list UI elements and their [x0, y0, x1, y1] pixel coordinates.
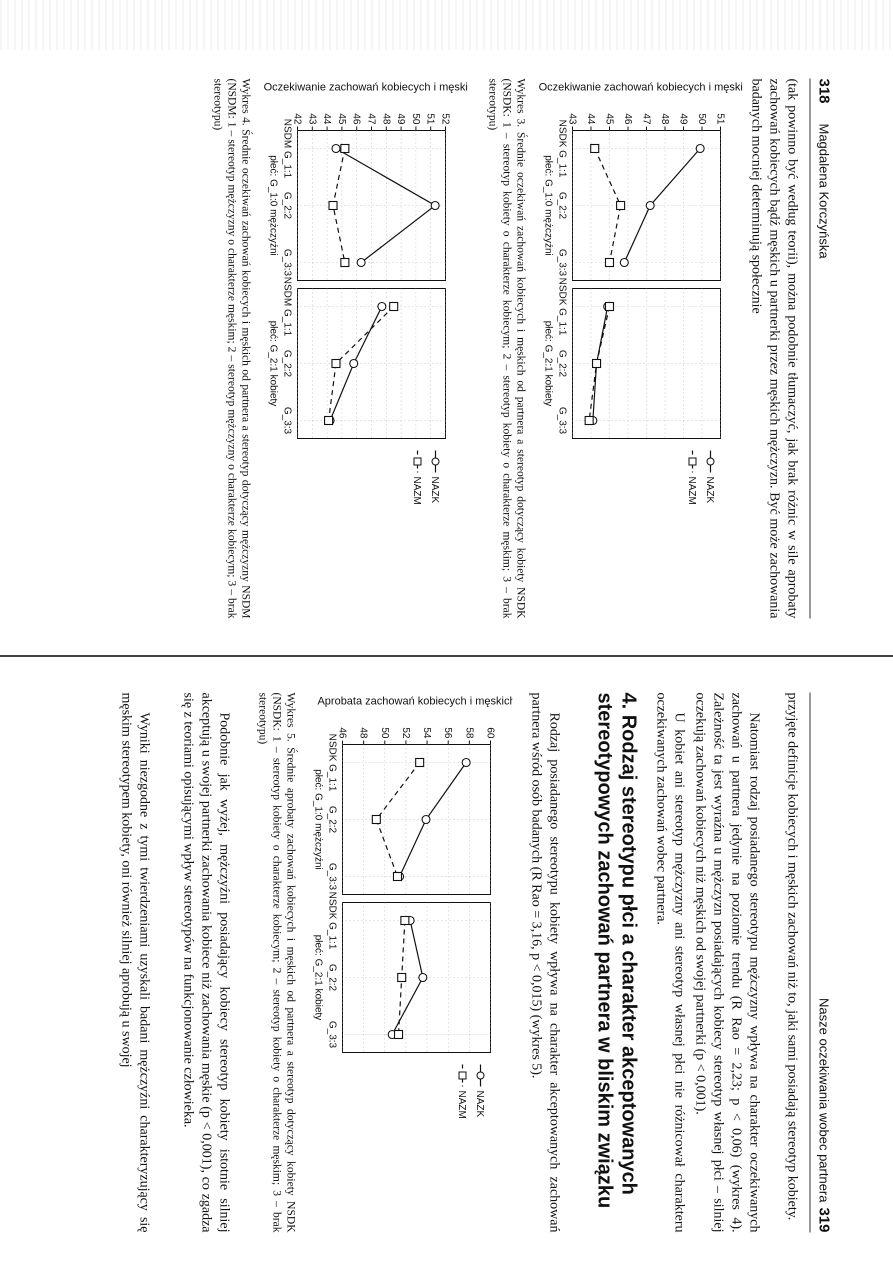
data-point-nazm — [401, 917, 409, 925]
y-tick-label: 50 — [696, 113, 707, 125]
data-point-nazm — [593, 360, 601, 368]
y-tick-label: 46 — [350, 113, 362, 125]
scan-noise — [0, 0, 893, 50]
data-point-nazk — [357, 259, 365, 267]
data-point-nazm — [332, 360, 340, 368]
y-tick-label: 52 — [439, 113, 451, 125]
legend-marker — [432, 458, 439, 465]
caption-wykres3: Wykres 3. Średnie oczekiwań zachowań kobiecych i męskich od partnera a stereotyp dotyczący kobiety NSDK (NSDK: 1 – stereotyp kobiety o charakterze kobiecym; 2 – stereotyp kobiety o charakterze męskim; 3 – brak stereotypu) — [486, 78, 527, 619]
x-tick-label: NSDK G_1:1 — [556, 119, 568, 178]
chart-4-svg — [258, 79, 468, 549]
legend-marker — [707, 458, 714, 465]
page-318-content — [0, 49, 893, 649]
caption-wykres5: Wykres 5. Średnie aprobaty zachowań kobiecych i męskich od partnera a stereotyp dotyczący kobiety NSDK (NSDK: 1 – stereotyp kobiety o charakterze kobiecym; 2 – stereotyp kobiety o charakterze męskim; 3 – brak stereotypu) — [256, 692, 297, 1233]
y-tick-label: 56 — [442, 727, 454, 739]
y-tick-label: 43 — [566, 113, 578, 125]
y-tick-label: 60 — [484, 727, 496, 739]
y-tick-label: 48 — [659, 113, 670, 125]
chart-wykres3 — [533, 79, 743, 549]
legend-label: NAZM — [686, 476, 697, 505]
y-tick-label: 43 — [306, 113, 318, 125]
x-tick-label: NSDM G_1:1 — [281, 276, 293, 337]
data-point-nazm — [416, 759, 424, 767]
data-point-nazm — [325, 417, 333, 425]
legend-label: NAZK — [474, 1090, 485, 1118]
section-title: 4. Rodzaj stereotypu płci a charakter akceptowanych stereotypowych zachowań partnera w bliskim związku — [593, 692, 640, 1209]
y-tick-label: 51 — [424, 113, 436, 125]
body-paragraph: Natomiast rodzaj posiadanego stereotypu mężczyzny wpływa na charakter oczekiwanych zachowań u partnera jedynie na poziomie trendu (R Rao = 2,23; p < 0,06) (wykres 4). Zależność ta jest wyraźna u mężczyzn posiadających kobiecy stereotyp własnej płci – silniej oczekują zachowań kobiecych niż męskich od swojej partnerki (p < 0,001). — [692, 692, 762, 1233]
panel-frame — [298, 131, 446, 281]
legend-marker — [459, 1072, 466, 1079]
y-tick-label: 47 — [365, 113, 377, 125]
x-tick-label: G_3:3 — [326, 862, 338, 891]
x-tick-label: NSDK G_1:1 — [326, 891, 338, 950]
panel-title: płeć: G_1:0 mężczyźni — [542, 155, 554, 256]
data-point-nazk — [646, 202, 654, 210]
page-header — [810, 693, 835, 1233]
data-point-nazk — [350, 360, 358, 368]
legend-marker — [414, 458, 421, 465]
data-point-nazm — [341, 145, 349, 153]
data-point-nazk — [462, 759, 470, 767]
page-number: 319 — [815, 1207, 833, 1233]
y-axis-label: Oczekiwanie zachowań kobiecych i męskich — [263, 81, 468, 94]
x-tick-label: NSDM G_1:1 — [281, 118, 293, 179]
data-point-nazm — [395, 1031, 403, 1039]
panel-frame — [343, 903, 491, 1053]
page-319 — [0, 662, 893, 1262]
y-tick-label: 48 — [357, 727, 369, 739]
y-tick-label: 47 — [640, 113, 652, 125]
data-point-nazk — [332, 145, 340, 153]
legend-label: NAZM — [411, 476, 422, 505]
body-paragraph: Podobnie jak wyżej, mężczyźni posiadający kobiecy stereotyp kobiety istotnie silniej akceptują u swojej partnerki zachowania kobiece niż zachowania męskie (p < 0,001), co zgadza się z teoriami opisującymi wpływ stereotypów na funkcjonowanie człowieka. — [180, 692, 232, 1233]
body-paragraph: (tak powinno być według teorii), można podobnie tłumaczyć, jak brak różnic w sile aprobaty zachowań kobiecych bądź męskich u partnerki przez męskich mężczyzn. Być może zachowania badanych mocniej determinują społecznie — [748, 78, 800, 619]
x-tick-label: G_2:2 — [556, 349, 568, 378]
y-tick-label: 50 — [409, 113, 421, 125]
data-point-nazm — [606, 303, 614, 311]
data-point-nazk — [422, 816, 430, 824]
data-point-nazm — [585, 417, 593, 425]
x-tick-label: G_3:3 — [326, 1020, 338, 1049]
legend-label: NAZK — [429, 476, 440, 504]
page-header — [810, 79, 835, 619]
body-paragraph: Rodzaj posiadanego stereotypu kobiety wpływa na charakter akceptowanych zachowań partnera wśród osób badanych (R Rao = 3,16, p < 0,015) (wykres 5). — [528, 692, 562, 1233]
legend-label: NAZK — [704, 476, 715, 504]
x-tick-label: G_3:3 — [556, 248, 568, 277]
chart-wykres4 — [258, 79, 468, 549]
data-point-nazm — [393, 873, 401, 881]
y-tick-label: 52 — [399, 727, 411, 739]
panel-title: płeć: G_2:1 kobiety — [267, 320, 279, 407]
y-tick-label: 51 — [714, 113, 726, 125]
data-point-nazk — [378, 303, 386, 311]
data-point-nazk — [431, 202, 439, 210]
page-319-content — [0, 663, 893, 1263]
panel-title: płeć: G_1:0 mężczyźni — [267, 155, 279, 256]
running-author: Magdalena Korczyńska — [816, 123, 832, 259]
panel-title: płeć: G_1:0 mężczyźni — [312, 769, 324, 870]
y-axis-label: Aprobata zachowań kobiecych i męskich — [317, 695, 513, 708]
spread-divider — [0, 655, 893, 657]
data-point-nazm — [372, 816, 380, 824]
y-tick-label: 45 — [335, 113, 347, 125]
data-point-nazm — [617, 202, 625, 210]
y-tick-label: 49 — [677, 113, 689, 125]
y-tick-label: 50 — [378, 727, 390, 739]
body-paragraph: przyjęte definicje kobiecych i męskich zachowań niż to, jaki sami posiadają stereotyp kobiety. — [784, 692, 800, 1221]
legend-marker — [689, 458, 696, 465]
panel-title: płeć: G_2:1 kobiety — [542, 320, 554, 407]
data-point-nazk — [696, 145, 704, 153]
data-point-nazk — [620, 259, 628, 267]
x-tick-label: G_2:2 — [281, 191, 293, 220]
y-tick-label: 54 — [421, 727, 433, 739]
y-tick-label: 44 — [585, 113, 596, 125]
y-tick-label: 48 — [380, 113, 392, 125]
series-line-nazk — [336, 149, 435, 263]
x-tick-label: G_2:2 — [326, 963, 338, 992]
chart-wykres5 — [303, 693, 513, 1163]
y-tick-label: 46 — [336, 727, 348, 739]
x-tick-label: NSDK G_1:1 — [326, 733, 338, 792]
panel-frame — [298, 289, 446, 439]
x-tick-label: NSDK G_1:1 — [556, 277, 568, 336]
y-tick-label: 45 — [603, 113, 615, 125]
x-tick-label: G_3:3 — [281, 248, 293, 277]
data-point-nazm — [329, 202, 337, 210]
data-point-nazm — [606, 259, 614, 267]
x-tick-label: G_2:2 — [556, 191, 568, 220]
running-title: Nasze oczekiwania wobec partnera — [816, 998, 832, 1203]
x-tick-label: G_2:2 — [326, 805, 338, 834]
y-tick-label: 44 — [321, 113, 333, 125]
y-tick-label: 46 — [622, 113, 633, 125]
x-tick-label: G_2:2 — [281, 349, 293, 378]
y-tick-label: 49 — [395, 113, 407, 125]
page-number: 318 — [815, 78, 833, 104]
data-point-nazm — [591, 145, 599, 153]
chart-3-svg — [533, 79, 743, 549]
body-paragraph: Wyniki niezgodne z tymi twierdzeniami uzyskali badani mężczyźni charakteryzujący się męskim stereotypem kobiety, oni również silniej aprobują u swojej — [118, 692, 152, 1233]
caption-wykres4: Wykres 4. Średnie oczekiwań zachowań kobiecych i męskich od partnera a stereotyp dotyczący mężczyzny NSDM (NSDM: 1 – stereotyp mężczyzny o charakterze męskim; 2 – stereotyp mężczyzny o charakterze kobiecym; 3 – brak stereotypu) — [211, 78, 252, 619]
panel-title: płeć: G_2:1 kobiety — [312, 934, 324, 1021]
chart-5-svg — [303, 693, 513, 1163]
y-tick-label: 58 — [463, 727, 475, 739]
x-tick-label: G_3:3 — [556, 406, 568, 435]
data-point-nazk — [419, 974, 427, 982]
y-tick-label: 42 — [291, 113, 303, 125]
legend-marker — [477, 1072, 484, 1079]
x-tick-label: G_3:3 — [281, 406, 293, 435]
data-point-nazm — [390, 303, 398, 311]
y-axis-label: Oczekiwanie zachowań kobiecych i męskich — [538, 81, 743, 94]
page-318 — [0, 48, 893, 648]
data-point-nazm — [398, 974, 406, 982]
body-paragraph: U kobiet ani stereotyp mężczyzny ani stereotyp własnej płci nie różnicował charakteru oczekiwanych zachowań wobec partnera. — [653, 692, 687, 1233]
data-point-nazm — [341, 259, 349, 267]
legend-label: NAZM — [456, 1090, 467, 1119]
